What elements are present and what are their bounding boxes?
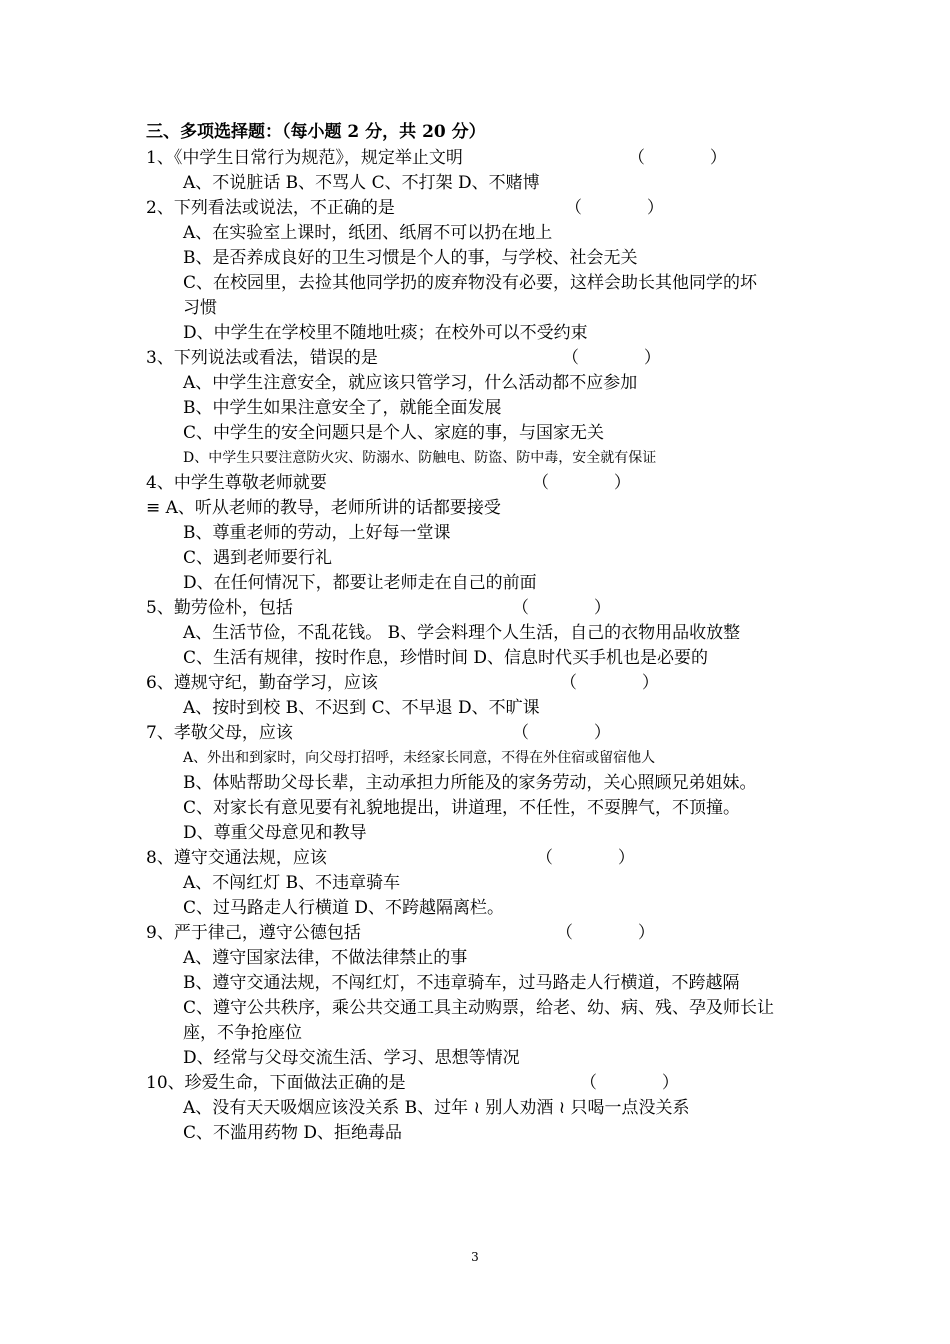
- question-option: A、遵守国家法律，不做法律禁止的事: [183, 948, 468, 968]
- question-option: D、中学生只要注意防火灾、防溺水、防触电、防盗、防中毒，安全就有保证: [183, 450, 657, 466]
- question-option: C、遇到老师要行礼: [183, 548, 333, 568]
- answer-blank[interactable]: （ ）: [562, 348, 661, 368]
- section-heading: 三、多项选择题：（每小题 2 分，共 20 分）: [146, 122, 486, 142]
- question-stem: 5、勤劳俭朴，包括: [146, 598, 293, 618]
- question-option: ≡ A、听从老师的教导，老师所讲的话都要接受: [146, 498, 501, 518]
- question-option: C、遵守公共秩序，乘公共交通工具主动购票，给老、幼、病、残、孕及师长让: [183, 998, 775, 1018]
- question-option: D、经常与父母交流生活、学习、思想等情况: [183, 1048, 520, 1068]
- answer-blank[interactable]: （ ）: [565, 198, 664, 218]
- question-option: A、没有天天吸烟应该没关系 B、过年 ≀ 别人劝酒 ≀ 只喝一点没关系: [183, 1098, 690, 1118]
- question-stem: 2、下列看法或说法，不正确的是: [146, 198, 395, 218]
- question-stem: 7、孝敬父母，应该: [146, 723, 293, 743]
- answer-blank[interactable]: （ ）: [628, 148, 727, 168]
- answer-blank[interactable]: （ ）: [512, 723, 611, 743]
- question-stem: 8、遵守交通法规，应该: [146, 848, 327, 868]
- question-option-continuation: 座，不争抢座位: [183, 1023, 302, 1043]
- question-option: A、外出和到家时，向父母打招呼，未经家长同意，不得在外住宿或留宿他人: [183, 750, 656, 766]
- page-number: 3: [471, 1250, 479, 1264]
- question-option: A、不闯红灯 B、不违章骑车: [183, 873, 401, 893]
- question-option: C、对家长有意见要有礼貌地提出，讲道理，不任性，不耍脾气，不顶撞。: [183, 798, 741, 818]
- question-option: B、是否养成良好的卫生习惯是个人的事，与学校、社会无关: [183, 248, 638, 268]
- answer-blank[interactable]: （ ）: [512, 598, 611, 618]
- question-stem: 6、遵规守纪，勤奋学习，应该: [146, 673, 378, 693]
- question-option: C、生活有规律，按时作息，珍惜时间 D、信息时代买手机也是必要的: [183, 648, 709, 668]
- question-stem: 3、下列说法或看法，错误的是: [146, 348, 378, 368]
- question-option: D、中学生在学校里不随地吐痰；在校外可以不受约束: [183, 323, 588, 343]
- question-stem: 10、珍爱生命，下面做法正确的是: [146, 1073, 406, 1093]
- answer-blank[interactable]: （ ）: [560, 673, 659, 693]
- question-option: B、尊重老师的劳动，上好每一堂课: [183, 523, 451, 543]
- question-option: B、中学生如果注意安全了，就能全面发展: [183, 398, 502, 418]
- question-stem: 4、中学生尊敬老师就要: [146, 473, 327, 493]
- question-option: A、在实验室上课时，纸团、纸屑不可以扔在地上: [183, 223, 553, 243]
- question-stem: 9、严于律己，遵守公德包括: [146, 923, 361, 943]
- answer-blank[interactable]: （ ）: [556, 923, 655, 943]
- answer-blank[interactable]: （ ）: [580, 1073, 679, 1093]
- question-option: D、在任何情况下，都要让老师走在自己的前面: [183, 573, 537, 593]
- question-stem: 1、《中学生日常行为规范》，规定举止文明: [146, 148, 463, 168]
- question-option-continuation: 习惯: [183, 298, 217, 318]
- question-option: C、在校园里，去捡其他同学扔的废弃物没有必要，这样会助长其他同学的坏: [183, 273, 758, 293]
- answer-blank[interactable]: （ ）: [532, 473, 631, 493]
- answer-blank[interactable]: （ ）: [536, 848, 635, 868]
- question-option: A、生活节俭，不乱花钱。 B、学会料理个人生活，自己的衣物用品收放整: [183, 623, 741, 643]
- question-option: C、中学生的安全问题只是个人、家庭的事，与国家无关: [183, 423, 605, 443]
- question-option: A、按时到校 B、不迟到 C、不早退 D、不旷课: [183, 698, 540, 718]
- question-option: A、中学生注意安全，就应该只管学习，什么活动都不应参加: [183, 373, 638, 393]
- question-option: B、体贴帮助父母长辈，主动承担力所能及的家务劳动，关心照顾兄弟姐妹。: [183, 773, 757, 793]
- question-option: D、尊重父母意见和教导: [183, 823, 367, 843]
- question-option: C、过马路走人行横道 D、不跨越隔离栏。: [183, 898, 505, 918]
- question-option: A、不说脏话 B、不骂人 C、不打架 D、不赌博: [183, 173, 540, 193]
- question-option: B、遵守交通法规，不闯红灯，不违章骑车，过马路走人行横道，不跨越隔: [183, 973, 740, 993]
- question-option: C、不滥用药物 D、拒绝毒品: [183, 1123, 403, 1143]
